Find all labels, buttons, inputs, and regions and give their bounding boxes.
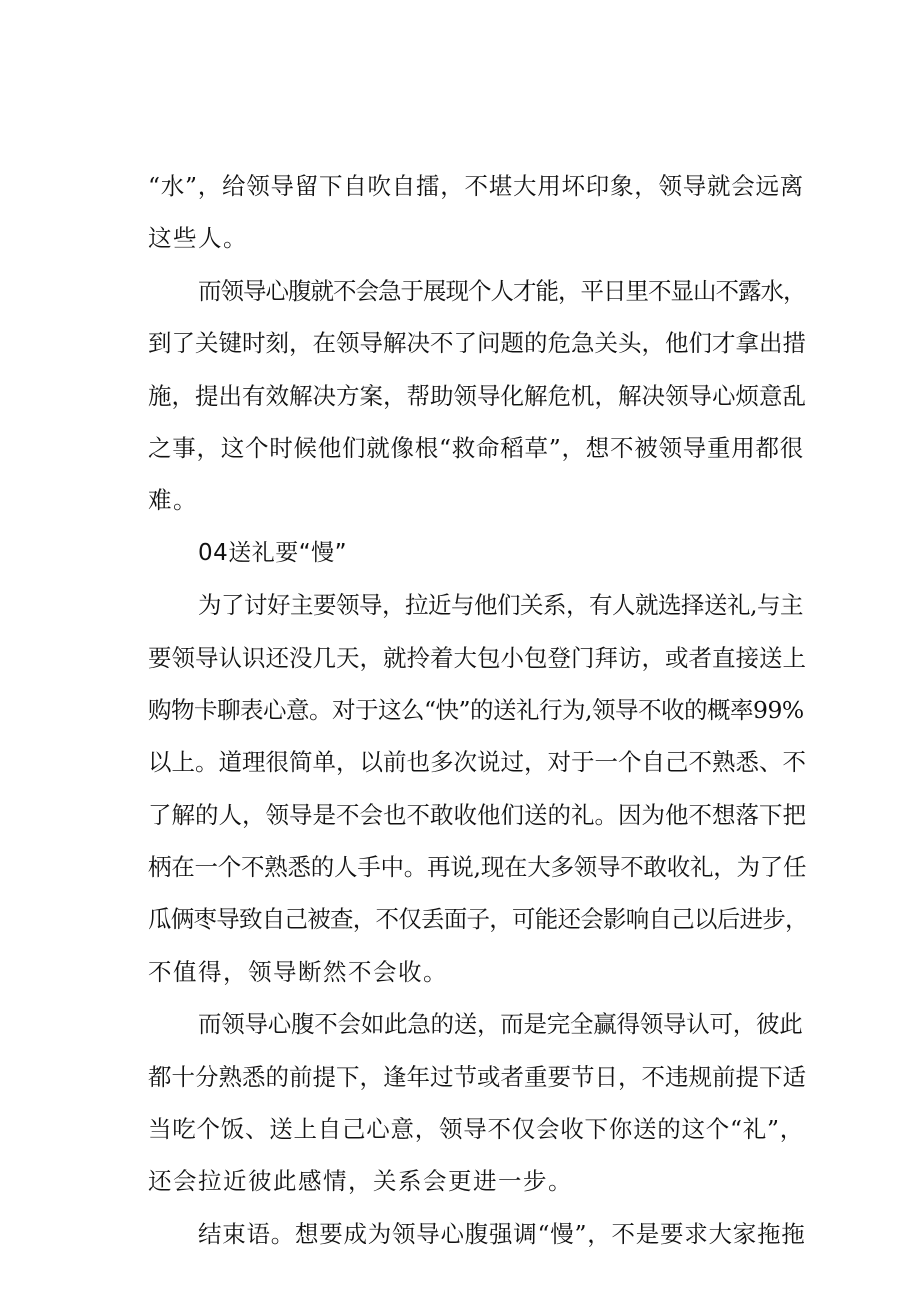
text-line: 瓜俩枣导致自己被查，不仅丢面子，可能还会影响自己以后进步， [148, 905, 808, 934]
text-line: 到了关键时刻，在领导解决不了问题的危急关头，他们才拿出措 [148, 329, 806, 358]
text-line: “水”，给领导留下自吹自擂，不堪大用坏印象，领导就会远离 [148, 172, 805, 200]
text-line: 之事，这个时候他们就像根“救命稻草”，想不被领导重用都很 [148, 433, 805, 462]
text-line: 柄在一个不熟悉的人手中。再说,现在大多领导不敢收礼，为了任 [148, 853, 807, 882]
paragraph [148, 265, 808, 527]
section-heading: 04送礼要“慢” [198, 539, 348, 566]
text-line: 而领导心腹不会如此急的送，而是完全赢得领导认可，彼此 [198, 1010, 803, 1039]
paragraph [148, 160, 808, 265]
text-line: 这些人。 [148, 224, 248, 253]
text-line: 结束语。想要成为领导心腹强调“慢”，不是要求大家拖拖 [198, 1219, 806, 1248]
text-line: 不值得，领导断然不会收。 [148, 957, 448, 986]
text-line: 都十分熟悉的前提下，逢年过节或者重要节日，不违规前提下适 [148, 1062, 806, 1091]
paragraph [148, 998, 808, 1208]
text-line: 了解的人，领导是不会也不敢收他们送的礼。因为他不想落下把 [148, 800, 806, 829]
text-line: 施，提出有效解决方案，帮助领导化解危机，解决领导心烦意乱 [148, 381, 806, 410]
text-line: 还会拉近彼此感情，关系会更进一步。 [148, 1167, 573, 1196]
text-line: 以上。道理很简单，以前也多次说过，对于一个自己不熟悉、不 [148, 748, 806, 777]
text-line: 购物卡聊表心意。对于这么“快”的送礼行为,领导不收的概率99% [148, 695, 804, 724]
text-line: 要领导认识还没几天，就拎着大包小包登门拜访，或者直接送上 [148, 643, 806, 672]
paragraph [148, 1208, 808, 1260]
text-line: 当吃个饭、送上自己心意，领导不仅会收下你送的这个“礼”， [148, 1115, 805, 1144]
text-line: 为了讨好主要领导，拉近与他们关系，有人就选择送礼,与主 [198, 591, 803, 620]
text-line: 难。 [148, 486, 198, 515]
paragraph [148, 579, 808, 998]
text-line: 而领导心腹就不会急于展现个人才能，平日里不显山不露水， [198, 276, 806, 305]
document-body [148, 160, 808, 1260]
